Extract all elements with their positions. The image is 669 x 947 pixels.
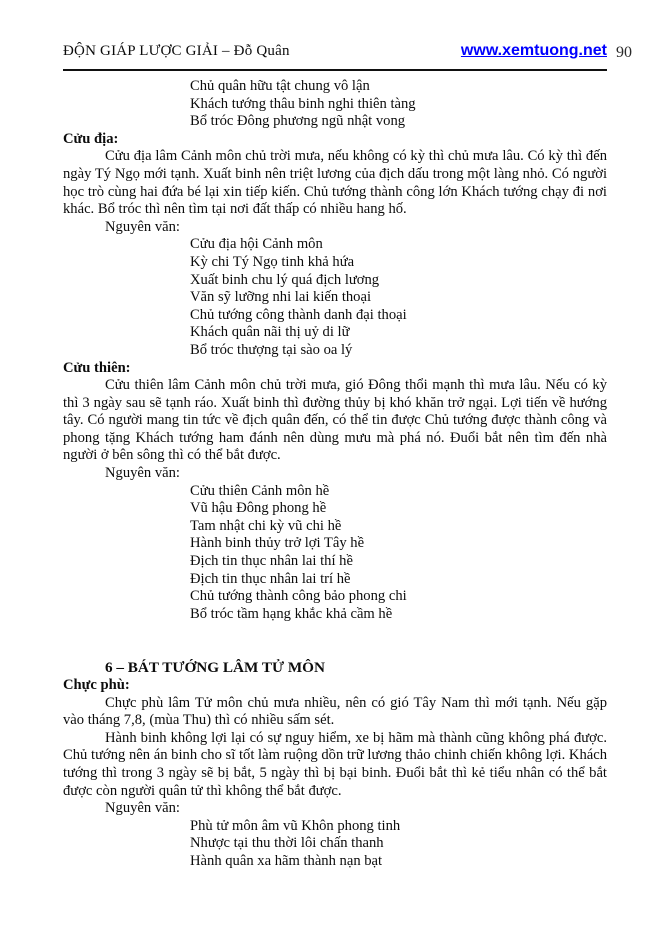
nguyen-van-label: Nguyên văn:: [105, 800, 180, 817]
paragraph-chuc-phu-2: Hành binh không lợi lại có sự nguy hiểm, xe bị hãm mà thành cũng không phá được. Chủ tướng nên án binh cho sĩ tốt làm ruộng dồn trữ lương thảo chinh chiến không lợi. Khách tướng thì trong 3 ngày sẽ bị bắt, 5 ngày thì bị bại binh. Đuổi bắt thì kẻ tiểu nhân có thể bắt được còn người quân tử thì không thể bắt được.: [63, 729, 607, 799]
verse-line: Địch tin thục nhân lai trí hề: [190, 570, 351, 587]
verse-line: Chủ tướng công thành danh đại thoại: [190, 306, 407, 323]
paragraph-chuc-phu-1: Chực phù lâm Tử môn chủ mưa nhiều, nên có gió Tây Nam thì mới tạnh. Nếu gặp vào tháng 7,8, (mùa Thu) thì có nhiều sấm sét.: [63, 694, 607, 729]
verse-line: Khách quân nãi thị uỷ di lữ: [190, 324, 350, 341]
verse-line: Kỳ chi Tý Ngọ tinh khả hứa: [190, 253, 355, 270]
verse-line: Vũ hậu Đông phong hề: [190, 500, 327, 517]
heading-chuc-phu: Chực phù:: [63, 677, 130, 693]
nguyen-van-label: Nguyên văn:: [105, 465, 180, 482]
document-content: [63, 78, 607, 871]
verse-line: Xuất binh chu lý quá địch lương: [190, 271, 380, 288]
verse-line: Chủ quân hữu tật chung vô lận: [190, 78, 370, 94]
verse-line: Địch tin thục nhân lai thí hề: [190, 553, 353, 570]
paragraph-cuu-thien: Cửu thiên lâm Cảnh môn chủ trời mưa, gió Đông thổi mạnh thì mưa lâu. Nếu có kỳ thì 3 ngày sau sẽ tạnh ráo. Xuất binh thì đường thủy bị khó khăn trở ngại. Lợi tiến về hướng tây. Có người mang tin tức về địch quân đến, có thể tin được Chủ tướng được thành công và phong tặng Khách tướng ham đánh nên dùng mưu mà phá nó. Đuổi bắt nên tìm đến nhà người ở bên sông thì có thể bắt được.: [63, 377, 607, 464]
page-header: [63, 42, 632, 71]
verse-line: Tam nhật chi kỳ vũ chi hề: [190, 517, 342, 534]
verse-line: Bổ tróc thượng tại sào oa lý: [190, 341, 353, 358]
verse-line: Văn sỹ lưỡng nhi lai kiến thoại: [190, 289, 371, 306]
verse-line: Cửu địa hội Cảnh môn: [190, 236, 323, 253]
verse-line: Chủ tướng thành công bảo phong chi: [190, 588, 407, 605]
verse-line: Bổ tróc Đông phương ngũ nhật vong: [190, 113, 406, 130]
website-link[interactable]: www.xemtuong.net: [460, 42, 607, 59]
verse-line: Nhược tại thu thời lôi chấn thanh: [190, 835, 384, 852]
verse-cuu-dia: [63, 236, 607, 359]
verse-line: Cửu thiên Cảnh môn hề: [190, 482, 330, 499]
page-number: 90: [616, 44, 632, 61]
nguyen-van-label: Nguyên văn:: [105, 218, 180, 235]
opening-verse: [63, 78, 607, 131]
verse-chuc-phu: [63, 818, 607, 871]
heading-cuu-thien: Cửu thiên:: [63, 359, 131, 376]
verse-line: Bổ tróc tầm hạng khắc khả cầm hề: [190, 605, 393, 622]
verse-line: Phù tử môn âm vũ Khôn phong tinh: [190, 817, 401, 834]
section-title: 6 – BÁT TƯỚNG LÂM TỬ MÔN: [105, 659, 325, 677]
verse-line: Khách tướng thâu binh nghi thiên tàng: [190, 95, 416, 112]
verse-line: Hành quân xa hãm thành nạn bạt: [190, 852, 383, 869]
paragraph-cuu-dia: Cửu địa lâm Cảnh môn chủ trời mưa, nếu không có kỳ thì chủ mưa lâu. Có kỳ thì đến ngày Tý Ngọ mới tạnh. Xuất binh nên triệt lương của địch dấu trong một làng nhỏ. Có người học trò cùng hai đứa bé lại xin tiếp kiến. Chủ tướng thành công lớn Khách tướng chạy đi nơi khác. Bổ tróc thì nên tìm tại nơi đất thấp có nhiều hang hố.: [63, 148, 607, 218]
heading-cuu-dia: Cửu địa:: [63, 130, 119, 147]
verse-cuu-thien: [63, 483, 607, 624]
verse-line: Hành binh thủy trở lợi Tây hề: [190, 535, 365, 552]
document-title: ĐỘN GIÁP LƯỢC GIẢI – Đỗ Quân: [63, 43, 290, 59]
